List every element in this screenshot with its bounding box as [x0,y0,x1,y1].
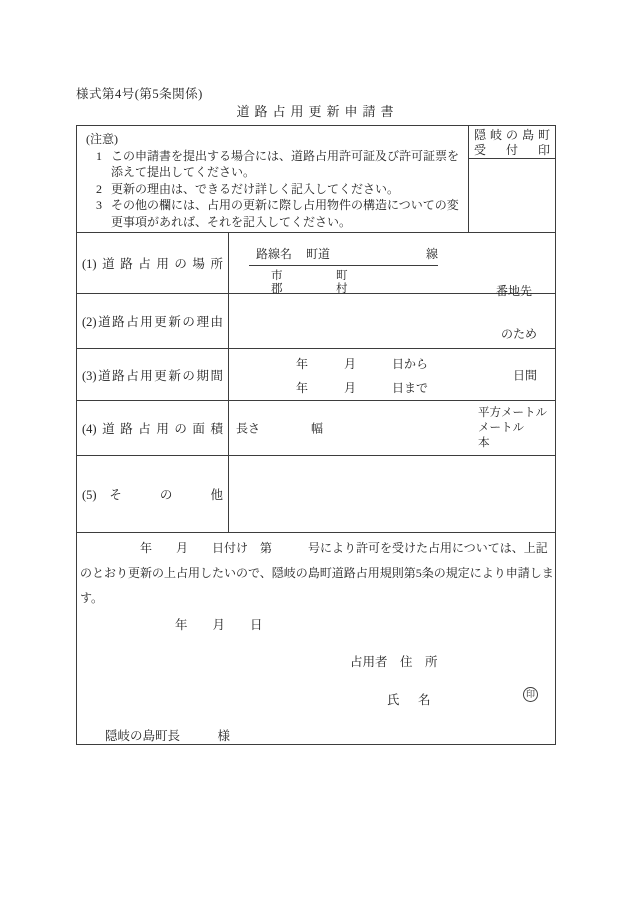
period-days-label: 日間 [512,368,537,382]
note-text: 更新の理由は、できるだけ詳しく記入してください。 [111,181,400,196]
stamp-town-name: 隠岐の島町 [474,128,550,142]
notes-text-block [77,126,468,232]
area-unit: メートル [478,422,524,434]
reason-label: (2)道路占用更新の理由 [82,315,223,329]
declaration-text-line: のとおり更新の上占用したいので、隠岐の島町道路占用規則第5条の規定により申請しま [80,566,554,580]
row-other [77,456,555,533]
note-number: 1 [96,148,102,163]
city-label: 市 [271,270,283,282]
row-label-area [77,401,229,455]
form-table [76,125,556,745]
route-type-value: 町道 [306,247,331,261]
addressee-line: 隠岐の島町長 様 [105,729,231,743]
applicant-name-label: 氏 名 [387,693,434,707]
declaration-text-line: す。 [80,591,104,605]
period-label: (3)道路占用更新の期間 [82,368,223,383]
address-suffix-label: 番地先 [495,284,532,298]
notes-section [77,126,555,233]
row-location [77,233,555,298]
note-item [86,148,464,181]
area-unit-list [478,406,547,451]
area-unit: 本 [478,437,490,449]
note-number: 3 [96,198,102,212]
note-text: この申請書を提出する場合には、道路占用許可証及び許可証票を添えて提出してください。 [111,148,460,179]
period-field-area [229,349,555,400]
route-suffix-label: 線 [426,247,439,261]
row-area [77,401,555,456]
row-period [77,349,555,401]
seal-icon [523,687,538,702]
note-item [86,181,464,198]
period-from-label: 年 月 日から [296,357,429,371]
row-label-location [77,233,229,293]
town-label: 町 [336,270,348,282]
route-name-underline [249,265,438,266]
note-number: 2 [96,181,102,196]
other-label: (5)そ の 他 [82,488,223,502]
village-label: 村 [336,283,348,295]
applicant-address-label: 占用者 住 所 [350,655,438,669]
area-field-area [229,401,555,455]
receipt-stamp-header [469,126,555,159]
receipt-stamp-box [468,126,555,232]
note-text: その他の欄には、占用の更新に際し占用物件の構造についての変更事項があれば、それを記入してください。 [111,198,459,229]
area-unit: 平方メートル [478,407,547,419]
reason-field-area [229,294,555,348]
location-field-area [229,233,555,298]
declaration-text-line: 年 月 日付け 第 号により許可を受けた占用については、上記 [80,541,548,555]
route-name-label: 路線名 [256,247,293,261]
notes-heading: (注意) [86,132,118,146]
area-width-label: 幅 [311,421,324,436]
location-label: (1)道路占用の場所 [82,257,223,271]
period-to-label: 年 月 日まで [296,381,429,395]
seal-character: 印 [525,689,535,699]
area-length-label: 長さ [236,421,261,436]
row-label-other [77,456,229,532]
reason-suffix-label: のため [500,327,537,341]
row-label-period [77,349,229,400]
declaration-date-line: 年 月 日 [175,618,263,632]
form-number: 様式第4号(第5条関係) [76,87,203,101]
other-field-area [229,456,555,532]
county-label: 郡 [271,283,283,295]
form-title: 道路占用更新申請書 [236,104,399,119]
stamp-label: 受 付 印 [474,143,550,157]
row-reason [77,294,555,349]
row-label-reason [77,294,229,348]
area-label: (4)道路占用の面積 [82,422,223,436]
declaration-section [77,533,555,744]
note-item [86,197,464,230]
